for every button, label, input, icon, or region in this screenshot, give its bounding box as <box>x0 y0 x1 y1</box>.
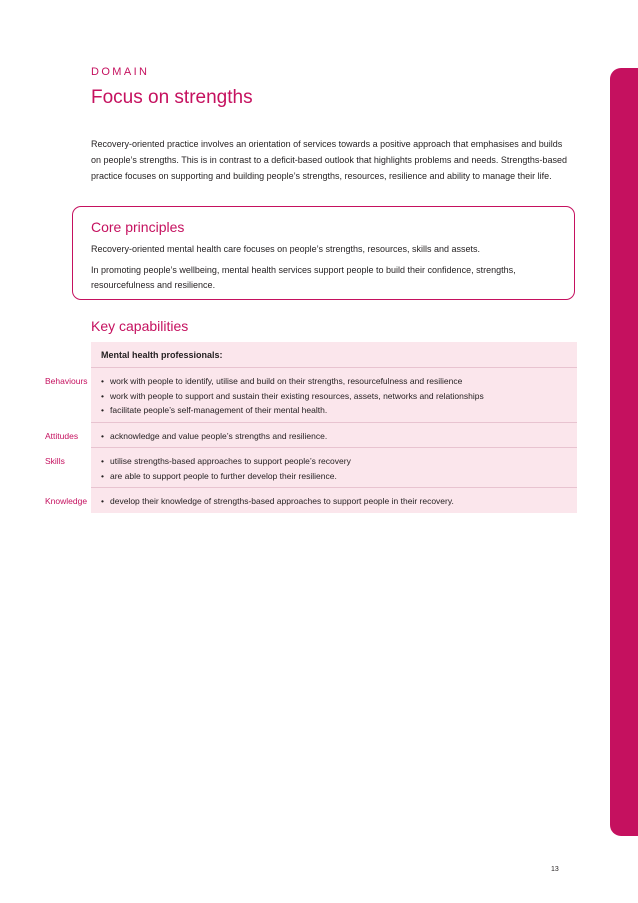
list-item: • utilise strengths-based approaches to support people’s recovery <box>101 454 577 469</box>
bullet-list <box>91 454 577 483</box>
row-label: Attitudes <box>45 430 79 441</box>
table-row-skills <box>45 448 577 488</box>
bullet-list <box>91 494 577 509</box>
capabilities-table <box>45 342 577 513</box>
bullet-list <box>91 374 577 418</box>
core-principles-box <box>72 206 575 300</box>
bullet-list <box>91 429 577 444</box>
side-tab <box>610 68 638 836</box>
list-item: • work with people to identify, utilise and build on their strengths, resourcefulness and resilience <box>101 374 577 389</box>
row-label: Skills <box>45 456 65 466</box>
intro-paragraph: Recovery-oriented practice involves an orientation of services towards a positive approach that emphasises and builds on people’s strengths. This is in contrast to a deficit-based outlook that highlights problems and needs. Strengths-based practice focuses on supporting and building people’s strengths, resources, resilience and ability to manage their life. <box>91 139 567 181</box>
table-row-behaviours <box>45 368 577 423</box>
core-principles-paragraph: In promoting people’s wellbeing, mental health services support people to build their confidence, strengths, resourcefulness and resilience. <box>91 265 516 290</box>
page-title: Focus on strengths <box>91 87 253 108</box>
key-capabilities-heading: Key capabilities <box>91 318 189 334</box>
page-number: 13 <box>551 866 559 873</box>
list-item: • acknowledge and value people’s strengths and resilience. <box>101 429 577 444</box>
table-row-attitudes <box>45 423 577 449</box>
table-header: Mental health professionals: <box>91 342 577 368</box>
core-principles-paragraph: Recovery-oriented mental health care focuses on people’s strengths, resources, skills and assets. <box>91 244 481 254</box>
list-item: • facilitate people’s self-management of their mental health. <box>101 403 577 418</box>
row-label: Behaviours <box>45 376 88 386</box>
list-item: • work with people to support and sustain their existing resources, assets, networks and relationships <box>101 389 577 404</box>
domain-label: DOMAIN <box>91 66 150 78</box>
table-row-knowledge <box>45 488 577 513</box>
list-item: • develop their knowledge of strengths-based approaches to support people in their recovery. <box>101 494 577 509</box>
list-item: • are able to support people to further develop their resilience. <box>101 469 577 484</box>
row-label: Knowledge <box>45 496 88 506</box>
core-principles-heading: Core principles <box>91 219 185 235</box>
